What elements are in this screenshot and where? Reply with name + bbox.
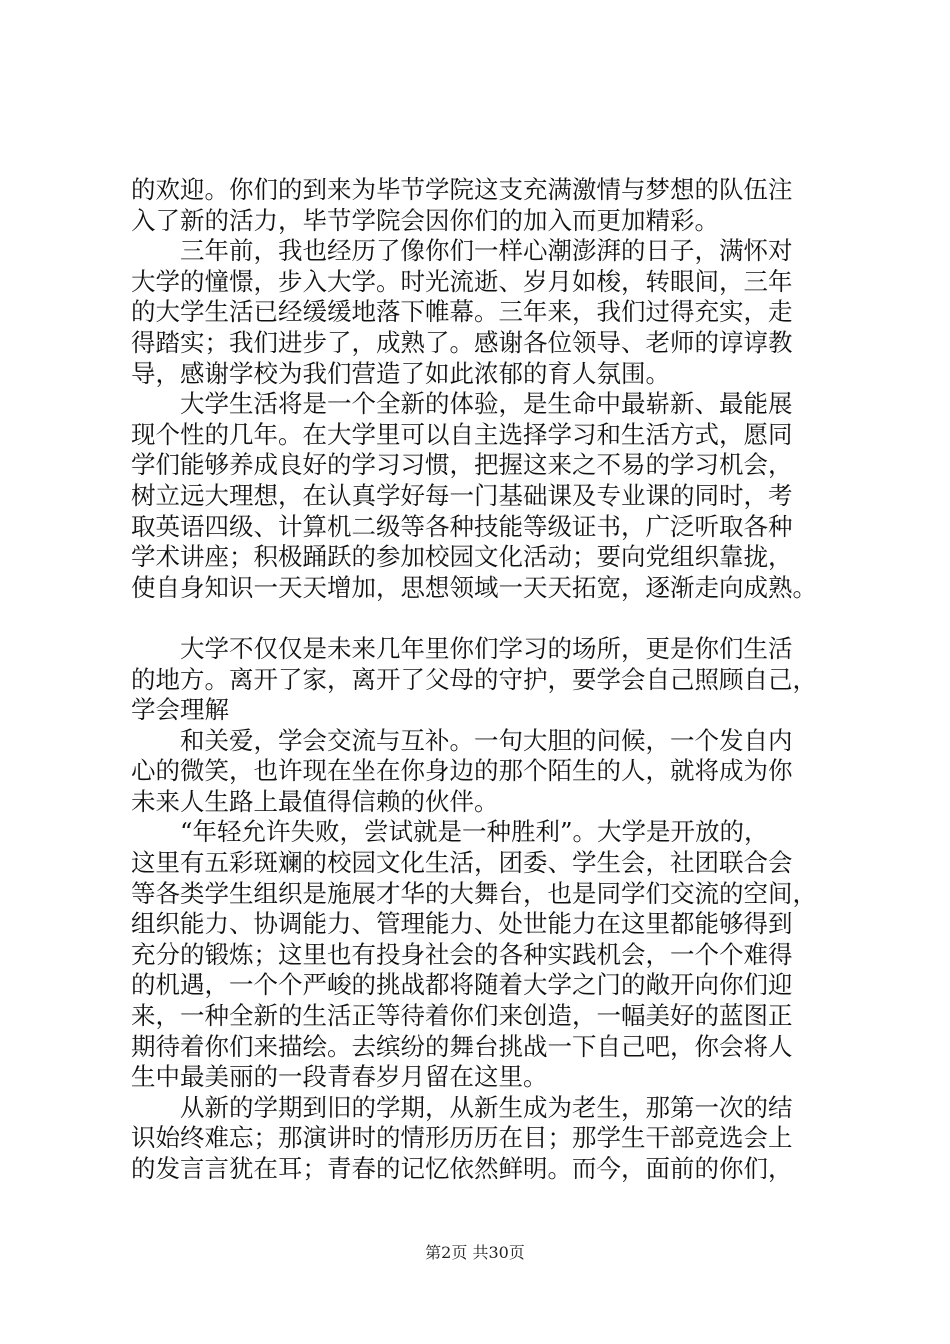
text-line: 入了新的活力，毕节学院会因你们的加入而更加精彩。 — [131, 205, 719, 235]
text-line: 生中最美丽的一段青春岁月留在这里。 — [131, 1062, 548, 1092]
text-line: 识始终难忘；那演讲时的情形历历在目；那学生干部竞选会上 — [131, 1123, 793, 1153]
text-line: 大学的憧憬，步入大学。时光流逝、岁月如梭，转眼间，三年 — [131, 266, 793, 296]
paragraph-gap — [131, 603, 851, 634]
text-line: “年轻允许失败，尝试就是一种胜利”。大学是开放的， — [180, 817, 769, 847]
text-line: 树立远大理想，在认真学好每一门基础课及专业课的同时，考 — [131, 480, 793, 510]
text-line: 学会理解 — [131, 695, 229, 725]
text-line: 和关爱，学会交流与互补。一句大胆的问候，一个发自内 — [180, 725, 793, 755]
text-line: 导，感谢学校为我们营造了如此浓郁的育人氛围。 — [131, 358, 670, 388]
text-line: 来，一种全新的生活正等待着你们来创造，一幅美好的蓝图正 — [131, 1001, 793, 1031]
body-text — [131, 175, 851, 1185]
text-line: 的大学生活已经缓缓地落下帷幕。三年来，我们过得充实，走 — [131, 297, 793, 327]
text-line: 的欢迎。你们的到来为毕节学院这支充满激情与梦想的队伍注 — [131, 175, 793, 204]
text-line: 这里有五彩斑斓的校园文化生活，团委、学生会，社团联合会 — [131, 848, 793, 878]
text-line: 使自身知识一天天增加，思想领域一天天拓宽，逐渐走向成熟。 — [131, 572, 817, 602]
text-line: 三年前，我也经历了像你们一样心潮澎湃的日子，满怀对 — [180, 236, 793, 266]
text-line: 学术讲座；积极踊跃的参加校园文化活动；要向党组织靠拢， — [131, 542, 793, 572]
text-line: 的发言言犹在耳；青春的记忆依然鲜明。而今，面前的你们， — [131, 1154, 793, 1183]
text-line: 取英语四级、计算机二级等各种技能等级证书，广泛听取各种 — [131, 511, 793, 541]
page-number-footer: 第2页 共30页 — [425, 1243, 525, 1262]
text-line: 学们能够养成良好的学习习惯，把握这来之不易的学习机会， — [131, 450, 793, 480]
text-line: 的机遇，一个个严峻的挑战都将随着大学之门的敞开向你们迎 — [131, 970, 793, 1000]
text-line: 大学不仅仅是未来几年里你们学习的场所，更是你们生活 — [180, 633, 793, 663]
text-line: 心的微笑，也许现在坐在你身边的那个陌生的人，就将成为你 — [131, 756, 793, 786]
text-line: 等各类学生组织是施展才华的大舞台，也是同学们交流的空间， — [131, 878, 817, 908]
text-line: 现个性的几年。在大学里可以自主选择学习和生活方式，愿同 — [131, 419, 793, 449]
text-line: 充分的锻炼；这里也有投身社会的各种实践机会，一个个难得 — [131, 939, 793, 969]
text-line: 得踏实；我们进步了，成熟了。感谢各位领导、老师的谆谆教 — [131, 327, 793, 357]
text-line: 组织能力、协调能力、管理能力、处世能力在这里都能够得到 — [131, 909, 793, 939]
text-line: 从新的学期到旧的学期，从新生成为老生，那第一次的结 — [180, 1092, 793, 1122]
text-line: 期待着你们来描绘。去缤纷的舞台挑战一下自己吧，你会将人 — [131, 1031, 793, 1061]
text-line: 未来人生路上最值得信赖的伙伴。 — [131, 786, 499, 816]
text-line: 的地方。离开了家，离开了父母的守护，要学会自己照顾自己， — [131, 664, 817, 694]
text-line: 大学生活将是一个全新的体验，是生命中最崭新、最能展 — [180, 389, 793, 419]
